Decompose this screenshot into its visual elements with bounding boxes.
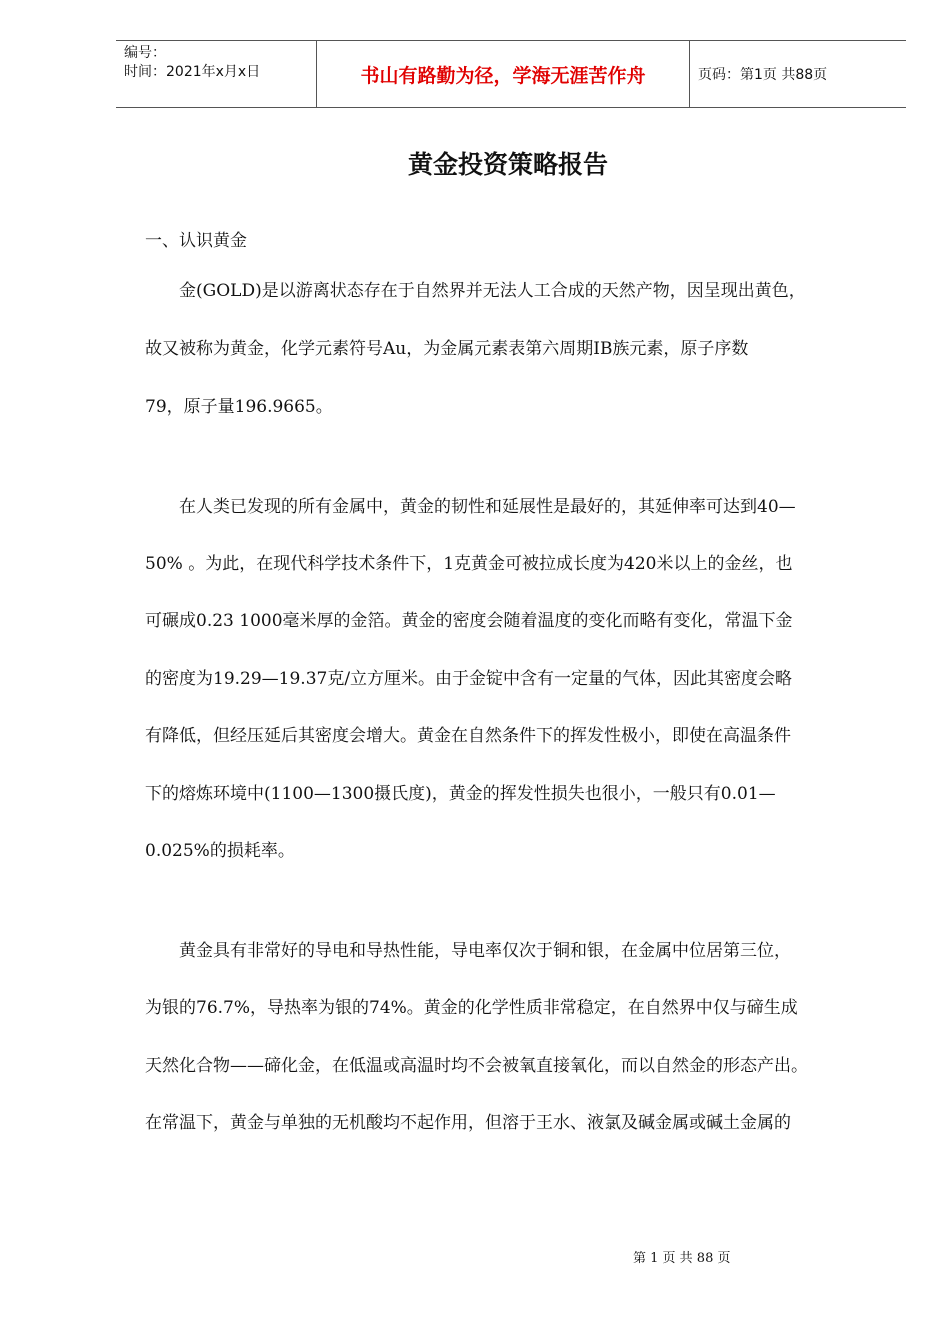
page-footer: 第 1 页 共 88 页 bbox=[633, 1251, 731, 1266]
section-heading: 一、认识黄金 bbox=[145, 231, 247, 251]
body-line: 在人类已发现的所有金属中，黄金的韧性和延展性是最好的，其延伸率可达到40— bbox=[145, 497, 796, 517]
document-number-label: 编号： bbox=[124, 45, 166, 61]
body-line: 0.025%的损耗率。 bbox=[145, 841, 295, 861]
document-time-label: 时间：2021年x月x日 bbox=[124, 64, 261, 80]
body-line: 下的熔炼环境中(1100—1300摄氏度)，黄金的挥发性损失也很小，一般只有0.01— bbox=[145, 784, 776, 804]
body-line: 故又被称为黄金，化学元素符号Au，为金属元素表第六周期ⅠB族元素，原子序数 bbox=[145, 339, 749, 359]
body-line: 黄金具有非常好的导电和导热性能，导电率仅次于铜和银，在金属中位居第三位， bbox=[145, 941, 791, 961]
body-line: 79，原子量196.9665。 bbox=[145, 397, 333, 417]
body-line: 为银的76.7%，导热率为银的74%。黄金的化学性质非常稳定，在自然界中仅与碲生成 bbox=[145, 998, 798, 1018]
header-meta bbox=[116, 41, 316, 107]
body-line: 50% 。为此，在现代科学技术条件下，1克黄金可被拉成长度为420米以上的金丝，也 bbox=[145, 554, 793, 574]
body-line: 在常温下，黄金与单独的无机酸均不起作用，但溶于王水、液氯及碱金属或碱土金属的 bbox=[145, 1113, 791, 1133]
header-page-info: 页码：第1页 共88页 bbox=[698, 67, 828, 83]
body-line: 金(GOLD)是以游离状态存在于自然界并无法人工合成的天然产物，因呈现出黄色， bbox=[145, 281, 806, 301]
body-line: 的密度为19.29—19.37克/立方厘米。由于金锭中含有一定量的气体，因此其密度会略 bbox=[145, 669, 793, 689]
page-header bbox=[116, 40, 906, 108]
document-title: 黄金投资策略报告 bbox=[407, 150, 608, 179]
body-line: 有降低，但经压延后其密度会增大。黄金在自然条件下的挥发性极小，即使在高温条件 bbox=[145, 726, 791, 746]
header-motto: 书山有路勤为径，学海无涯苦作舟 bbox=[316, 41, 690, 107]
body-line: 可碾成0.23 1000毫米厚的金箔。黄金的密度会随着温度的变化而略有变化，常温下金 bbox=[145, 611, 793, 631]
body-line: 天然化合物——碲化金，在低温或高温时均不会被氧直接氧化，而以自然金的形态产出。 bbox=[145, 1056, 808, 1076]
